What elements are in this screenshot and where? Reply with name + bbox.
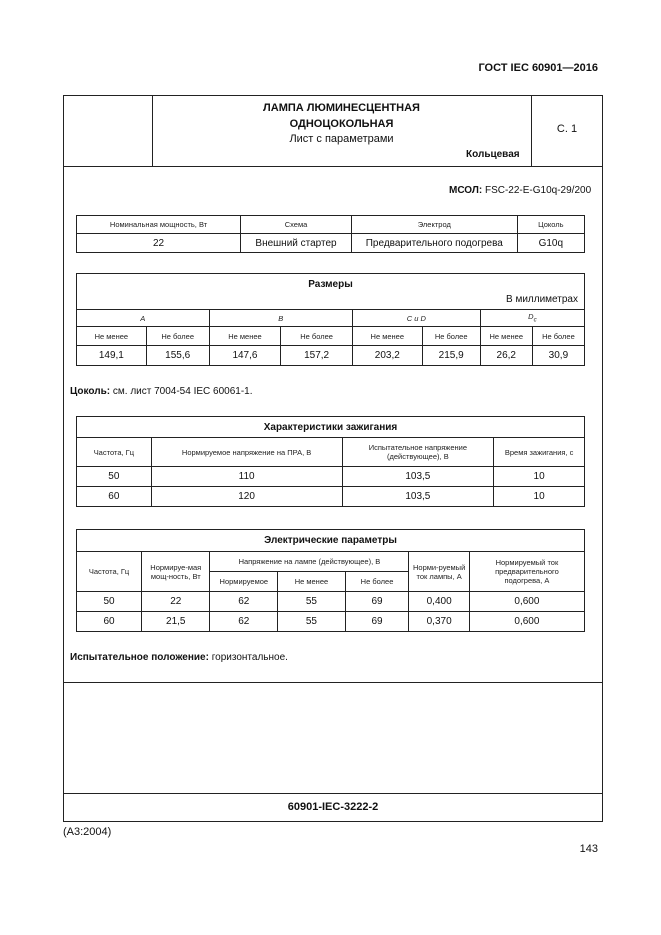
dim-sub-a-min: Не менее (77, 327, 147, 346)
electrical-cell: 60 (77, 612, 142, 632)
mcol-value: FSC-22-E-G10q-29/200 (484, 185, 592, 196)
electrical-header-norm: Нормируемое (210, 572, 278, 592)
dim-group-a: A (77, 310, 210, 327)
dim-sub-dc-max: Не более (532, 327, 584, 346)
electrical-header-voltage: Напряжение на лампе (действующее), В (210, 552, 409, 572)
dim-cell-b-max: 157,2 (281, 346, 353, 366)
ignition-header-test-voltage: Испытательное напряжение (действующее), В (342, 438, 494, 467)
electrical-cell: 55 (278, 612, 345, 632)
test-position-note (70, 652, 288, 663)
electrical-header-freq: Частота, Гц (77, 552, 142, 592)
electrical-cell: 62 (210, 612, 278, 632)
sheet-type: Лист с параметрами (289, 133, 394, 145)
ignition-cell: 60 (77, 487, 152, 507)
general-cell-electrode: Предварительного подогрева (351, 234, 517, 253)
ignition-header-freq: Частота, Гц (77, 438, 152, 467)
electrical-cell: 50 (77, 592, 142, 612)
sheet-code: 60901-IEC-3222-2 (287, 801, 379, 813)
electrical-cell: 62 (210, 592, 278, 612)
general-cell-cap: G10q (517, 234, 584, 253)
dim-group-dc (480, 310, 584, 327)
electrical-title: Электрические параметры (77, 530, 585, 552)
dimensions-title: Размеры (308, 279, 353, 290)
electrical-cell: 0,600 (469, 612, 584, 632)
dimensions-table (76, 273, 585, 366)
dim-group-d: D (528, 312, 534, 322)
electrical-header-min: Не менее (278, 572, 345, 592)
sheet-number: С. 1 (556, 123, 578, 135)
dim-sub-cd-min: Не менее (352, 327, 422, 346)
dim-group-d-sub: c (533, 317, 537, 324)
ignition-header-time: Время зажигания, с (494, 438, 585, 467)
electrical-cell: 0,370 (409, 612, 469, 632)
ignition-cell: 10 (494, 467, 585, 487)
electrical-cell: 0,600 (469, 592, 584, 612)
ignition-cell: 10 (494, 487, 585, 507)
mcol-label: МСОЛ: (449, 185, 483, 196)
dim-cell-a-max: 155,6 (146, 346, 209, 366)
electrical-cell: 69 (345, 592, 409, 612)
electrical-cell: 22 (142, 592, 210, 612)
lamp-shape: Кольцевая (466, 149, 520, 160)
dim-sub-cd-max: Не более (422, 327, 480, 346)
test-position-text: горизонтальное. (211, 652, 288, 663)
general-cell-power: 22 (77, 234, 241, 253)
general-cell-circuit: Внешний стартер (241, 234, 352, 253)
dim-sub-dc-min: Не менее (480, 327, 532, 346)
dim-sub-b-min: Не менее (209, 327, 281, 346)
ignition-title: Характеристики зажигания (77, 417, 585, 438)
electrical-cell: 55 (278, 592, 345, 612)
lamp-title-line2: ОДНОЦОКОЛЬНАЯ (289, 118, 394, 130)
bottom-divider-1 (64, 682, 602, 683)
dim-sub-a-max: Не более (146, 327, 209, 346)
general-header-electrode: Электрод (351, 216, 517, 234)
dim-cell-cd-min: 203,2 (352, 346, 422, 366)
ignition-header-ballast-voltage: Нормируемое напряжение на ПРА, В (151, 438, 342, 467)
ignition-cell: 103,5 (342, 467, 494, 487)
dim-cell-b-min: 147,6 (209, 346, 281, 366)
dim-sub-b-max: Не более (281, 327, 353, 346)
ignition-cell: 103,5 (342, 487, 494, 507)
dimensions-title-cell (77, 274, 585, 310)
lamp-title-line1: ЛАМПА ЛЮМИНЕСЦЕНТНАЯ (263, 102, 420, 114)
electrical-header-current: Норми-руемый ток лампы, А (409, 552, 469, 592)
title-block-divider (64, 166, 602, 167)
electrical-cell: 0,400 (409, 592, 469, 612)
electrical-cell: 69 (345, 612, 409, 632)
cap-note-text: см. лист 7004-54 IEC 60061-1. (112, 386, 253, 397)
electrical-header-max: Не более (345, 572, 409, 592)
ignition-table (76, 416, 585, 507)
electrical-cell: 21,5 (142, 612, 210, 632)
electrical-table (76, 529, 585, 632)
dim-group-cd: C и D (352, 310, 480, 327)
dim-cell-dc-max: 30,9 (532, 346, 584, 366)
lamp-title (152, 100, 531, 132)
test-position-label: Испытательное положение: (70, 652, 209, 663)
page-number: 143 (579, 843, 598, 855)
electrical-header-power: Нормируе-мая мощ-ность, Вт (142, 552, 210, 592)
dim-cell-cd-max: 215,9 (422, 346, 480, 366)
general-header-circuit: Схема (241, 216, 352, 234)
ignition-cell: 50 (77, 467, 152, 487)
dimensions-unit: В миллиметрах (506, 294, 578, 305)
dim-group-b: B (209, 310, 352, 327)
dim-cell-dc-min: 26,2 (480, 346, 532, 366)
mcol-line (449, 185, 591, 196)
cap-note (70, 386, 253, 397)
cap-note-label: Цоколь: (70, 386, 111, 397)
electrical-header-preheat: Нормируемый ток предварительного подогрева, А (469, 552, 584, 592)
standard-designation: ГОСТ IEC 60901—2016 (478, 62, 598, 74)
ignition-cell: 110 (151, 467, 342, 487)
dim-cell-a-min: 149,1 (77, 346, 147, 366)
ignition-cell: 120 (151, 487, 342, 507)
general-table (76, 215, 585, 253)
general-header-cap: Цоколь (517, 216, 584, 234)
amendment-note: (А3:2004) (63, 826, 112, 838)
bottom-divider-2 (64, 793, 602, 794)
general-header-power: Номинальная мощность, Вт (77, 216, 241, 234)
